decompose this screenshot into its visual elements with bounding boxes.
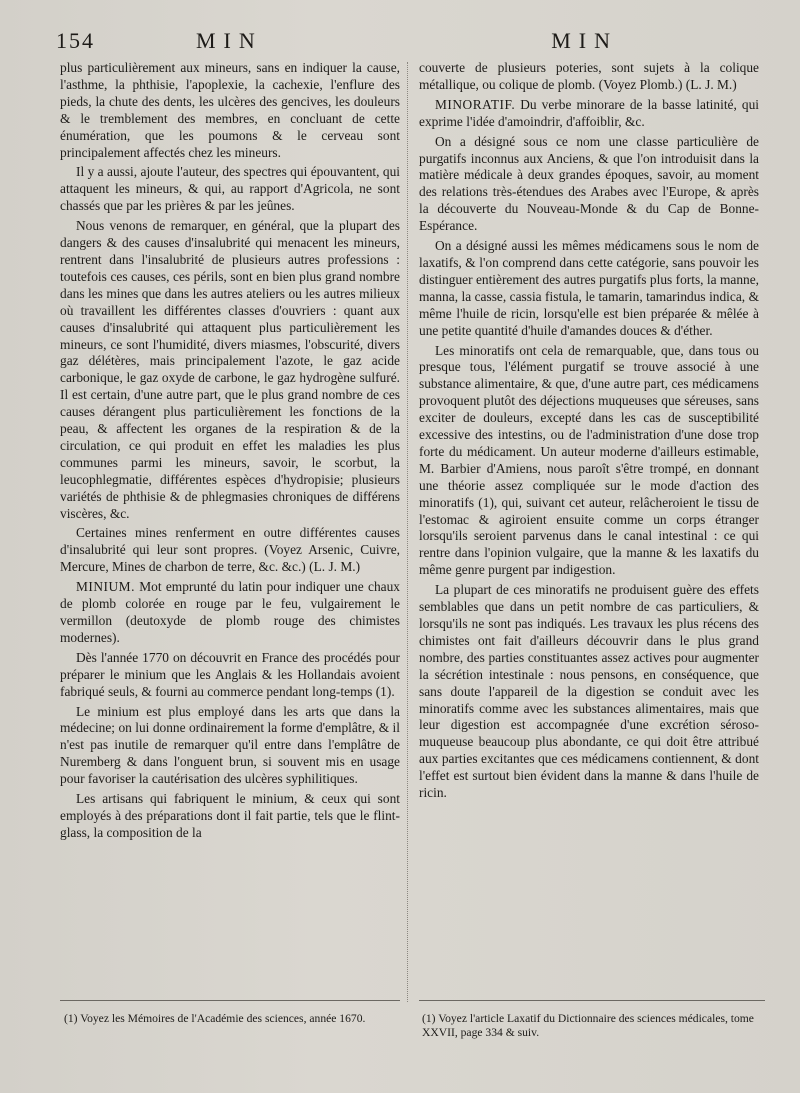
paragraph: Les artisans qui fabriquent le minium, & ceux qui sont employés à des préparations dont il fait partie, tels que le flint-glass, la composition de la <box>60 791 400 840</box>
page-number: 154 <box>56 28 95 53</box>
entry-text: Du verbe minorare de la basse latinité, qui exprime l'idée d'amoindrir, d'affoiblir, &c. <box>419 96 759 129</box>
paragraph: On a désigné sous ce nom une classe particulière de purgatifs inconnus aux Anciens, & que l'on introduisit dans la matière médicale à deux grandes époques, savoir, au moment des relations très-étendues des Arabes avec l'Europe, & après la découverte du Nouveau-Monde & du Cap de Bonne-Espérance. <box>419 133 759 234</box>
paragraph: La plupart de ces minoratifs ne produisent guère des effets semblables que dans un petit nombre de cas particuliers, & lorsqu'ils ne sont pas indiqués. Les travaux les plus récens des chimistes ont fait d'ailleurs découvrir dans le plus grand nombre, des parties constituantes assez actives pour augmenter la sécrétion intestinale : nous pensons, en conséquence, que sans doute l'appareil de la digestion se conduit avec les minoratifs comme avec les substances alimentaires, mais que leur digestion est accompagnée d'une excrétion séroso-muqueuse beaucoup plus abondante, ce qui doit être attribué aux parties excitantes que ces médicamens contiennent, & dont l'effet est surtout bien évident dans la manne & dans l'huile de ricin. <box>419 582 759 801</box>
footnote-left: (1) Voyez les Mémoires de l'Académie des sciences, année 1670. <box>64 1012 366 1025</box>
entry-headword: MINORATIF. <box>435 96 516 112</box>
entry-text: Mot emprunté du latin pour indiquer une chaux de plomb colorée en rouge par le feu, vulgairement le vermillon (deutoxyde de plomb rouge des chimistes modernes). <box>60 579 400 645</box>
paragraph: Le minium est plus employé dans les arts que dans la médecine; on lui donne ordinairement la forme d'emplâtre, & il n'est pas inutile de remarquer qu'il entre dans l'emplâtre de Nuremberg & dans l'onguent brun, si souvent mis en usage pour favoriser la cautérisation des ulcères syphilitiques. <box>60 703 400 787</box>
paragraph: Il y a aussi, ajoute l'auteur, des spectres qui épouvantent, qui attaquent les mineurs, & qui, au rapport d'Agricola, ne sont chassés que par les prières & par les jeûnes. <box>60 164 400 214</box>
running-head-left: MIN <box>196 28 263 53</box>
paragraph: plus particulièrement aux mineurs, sans en indiquer la cause, l'asthme, la phthisie, l'apoplexie, la cachexie, l'enflure des pieds, la chute des dents, les ulcères des gencives, les douleurs & le tremblement des membres, en concluant de cette énumération, que les poumons & le cerveau sont principalement affectés chez les mineurs. <box>60 60 400 160</box>
footnote-rule-left <box>60 1000 400 1001</box>
right-column <box>419 60 759 805</box>
page-header <box>56 28 768 62</box>
column-divider <box>407 62 408 1002</box>
running-head-right: MIN <box>551 28 618 53</box>
minoratif-entry <box>419 97 759 131</box>
footnote-rule-right <box>419 1000 765 1001</box>
paragraph: couverte de plusieurs poteries, sont sujets à la colique métallique, ou colique de plomb. (Voyez Plomb.) (L. J. M.) <box>419 60 759 92</box>
footnote-right: (1) Voyez l'article Laxatif du Dictionnaire des sciences médicales, tome XXVII, page 334 & suiv. <box>422 1012 754 1039</box>
minium-entry <box>60 579 400 647</box>
paragraph: On a désigné aussi les mêmes médicamens sous le nom de laxatifs, & l'on comprend dans cette catégorie, sans pouvoir les distinguer entièrement des autres purgatifs plus forts, la manne, manna, la casse, cassia fistula, le tamarin, tamarindus indica, & même l'huile de ricin, lorsqu'elle est bien préparée & mêlée à une petite quantité d'huile d'amandes douces & d'éther. <box>419 238 759 338</box>
left-column <box>60 60 400 845</box>
paragraph: Certaines mines renferment en outre différentes causes d'insalubrité qui leur sont propres. (Voyez Arsenic, Cuivre, Mercure, Mines de charbon de terre, &c. &c.) (L. J. M.) <box>60 525 400 575</box>
entry-headword: MINIUM. <box>76 579 135 595</box>
paragraph: Nous venons de remarquer, en général, que la plupart des dangers & des causes d'insalubrité qui menacent les mineurs, rentrent dans l'insalubrité de plusieurs autres professions : toutefois ces causes, ces périls, sont en bien plus grand nombre dans les mines que dans les autres ateliers ou les autres milieux où travaillent les différentes classes d'ouvriers : quant aux causes d'insalubrité qui attaquent plus particulièrement les mineurs, ce sont l'humidité, divers miasmes, l'obscurité, divers gaz délétères, mais principalement l'azote, le gaz acide carbonique, le gaz oxyde de carbone, le gaz hydrogène sulfuré. Il est certain, d'une autre part, que le plus grand nombre de ces causes dérangent plus particulièrement les fonctions de la peau, & affectent les organes de la respiration & de la circulation, ce qui produit en effet les maladies les plus communes parmi les mineurs, savoir, le scorbut, la leucophlegmatie, différentes espèces d'hydropisie; plusieurs variétés de phthisie & de phlegmasies chroniques de différens viscères, &c. <box>60 218 400 521</box>
paragraph: Dès l'année 1770 on découvrit en France des procédés pour préparer le minium que les Anglais & les Hollandais avoient fabriqué seuls, & fourni au commerce pendant long-temps (1). <box>60 649 400 699</box>
paragraph: Les minoratifs ont cela de remarquable, que, dans tous ou presque tous, l'élément purgatif se trouve associé à une substance alimentaire, & que, d'une autre part, ces médicamens provoquent plutôt des déjections muqueuses que séreuses, sans exciter de douleurs, excepté dans les cas de susceptibilité excessive des intestins, ou de l'administration d'une dose trop forte du médicament. Un auteur moderne d'ailleurs estimable, M. Barbier d'Amiens, nous paroît s'être trompé, en donnant une théorie assez compliquée sur le mode d'action des minoratifs (1), qui, suivant cet auteur, relâcheroient le tissu de l'estomac & agiroient ensuite comme un corps étranger lorsqu'ils seroient parvenus dans le canal intestinal : ce qui rentre dans l'opinion vulgaire, que la manne & les laxatifs du même genre purgent par indigestion. <box>419 342 759 578</box>
